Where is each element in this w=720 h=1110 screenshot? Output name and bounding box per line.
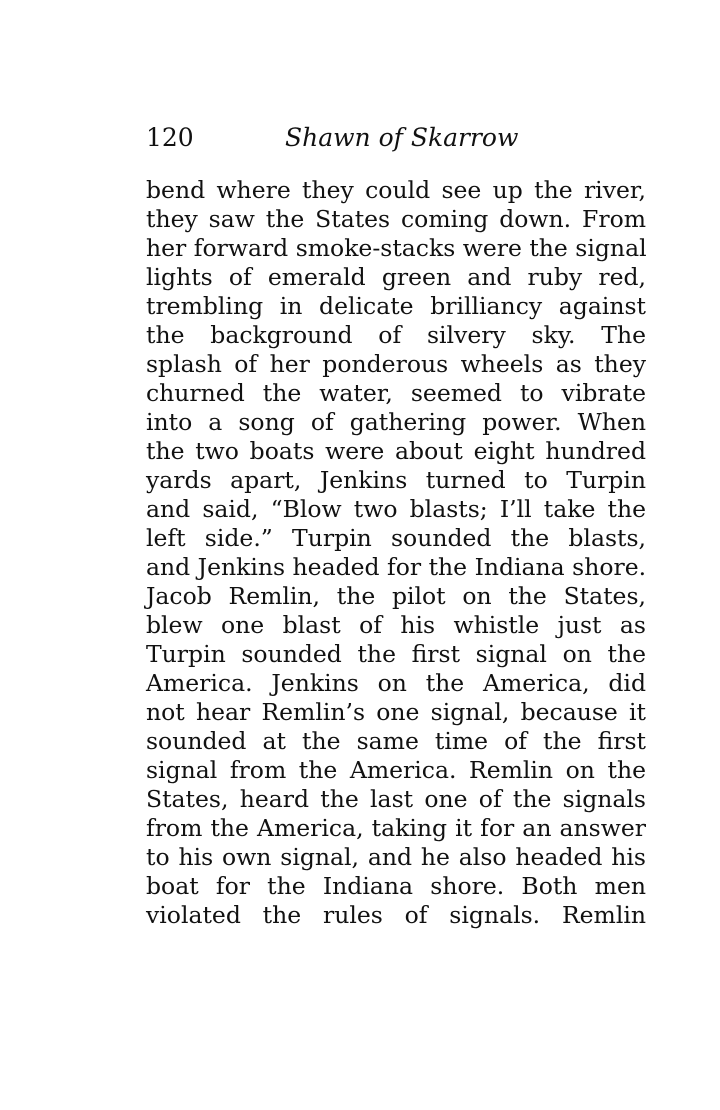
text-line: America. Jenkins on the America, did — [146, 669, 646, 697]
page-number: 120 — [146, 123, 194, 152]
text-line: Jacob Remlin, the pilot on the States, — [146, 582, 646, 610]
text-line: violated the rules of signals. Remlin — [146, 901, 646, 929]
text-line: bend where they could see up the river, — [146, 176, 646, 204]
text-line: signal from the America. Remlin on the — [146, 756, 646, 784]
text-line: her forward smoke-stacks were the signal — [146, 234, 647, 262]
text-line: the two boats were about eight hundred — [146, 437, 646, 465]
text-line: Turpin sounded the first signal on the — [146, 640, 646, 668]
text-line: into a song of gathering power. When — [146, 408, 646, 436]
text-line: yards apart, Jenkins turned to Turpin — [146, 466, 646, 494]
text-line: lights of emerald green and ruby red, — [146, 263, 646, 291]
text-line: they saw the States coming down. From — [146, 205, 646, 233]
text-line: splash of her ponderous wheels as they — [146, 350, 646, 378]
text-line: left side.” Turpin sounded the blasts, — [146, 524, 646, 552]
text-line: trembling in delicate brilliancy against — [146, 292, 646, 320]
text-line: the background of silvery sky. The — [146, 321, 646, 349]
text-line: and said, “Blow two blasts; I’ll take the — [146, 495, 646, 523]
text-line: churned the water, seemed to vibrate — [146, 379, 646, 407]
text-line: boat for the Indiana shore. Both men — [146, 872, 646, 900]
text-line: and Jenkins headed for the Indiana shore. — [146, 553, 647, 581]
text-line: to his own signal, and he also headed his — [146, 843, 646, 871]
running-head — [146, 118, 646, 158]
text-line: from the America, taking it for an answer — [146, 814, 646, 842]
running-title: Shawn of Skarrow — [285, 123, 519, 152]
text-line: States, heard the last one of the signals — [146, 785, 646, 813]
body-text — [146, 176, 646, 930]
text-line: blew one blast of his whistle just as — [146, 611, 646, 639]
text-line: not hear Remlin’s one signal, because it — [146, 698, 646, 726]
text-line: sounded at the same time of the first — [146, 727, 646, 755]
